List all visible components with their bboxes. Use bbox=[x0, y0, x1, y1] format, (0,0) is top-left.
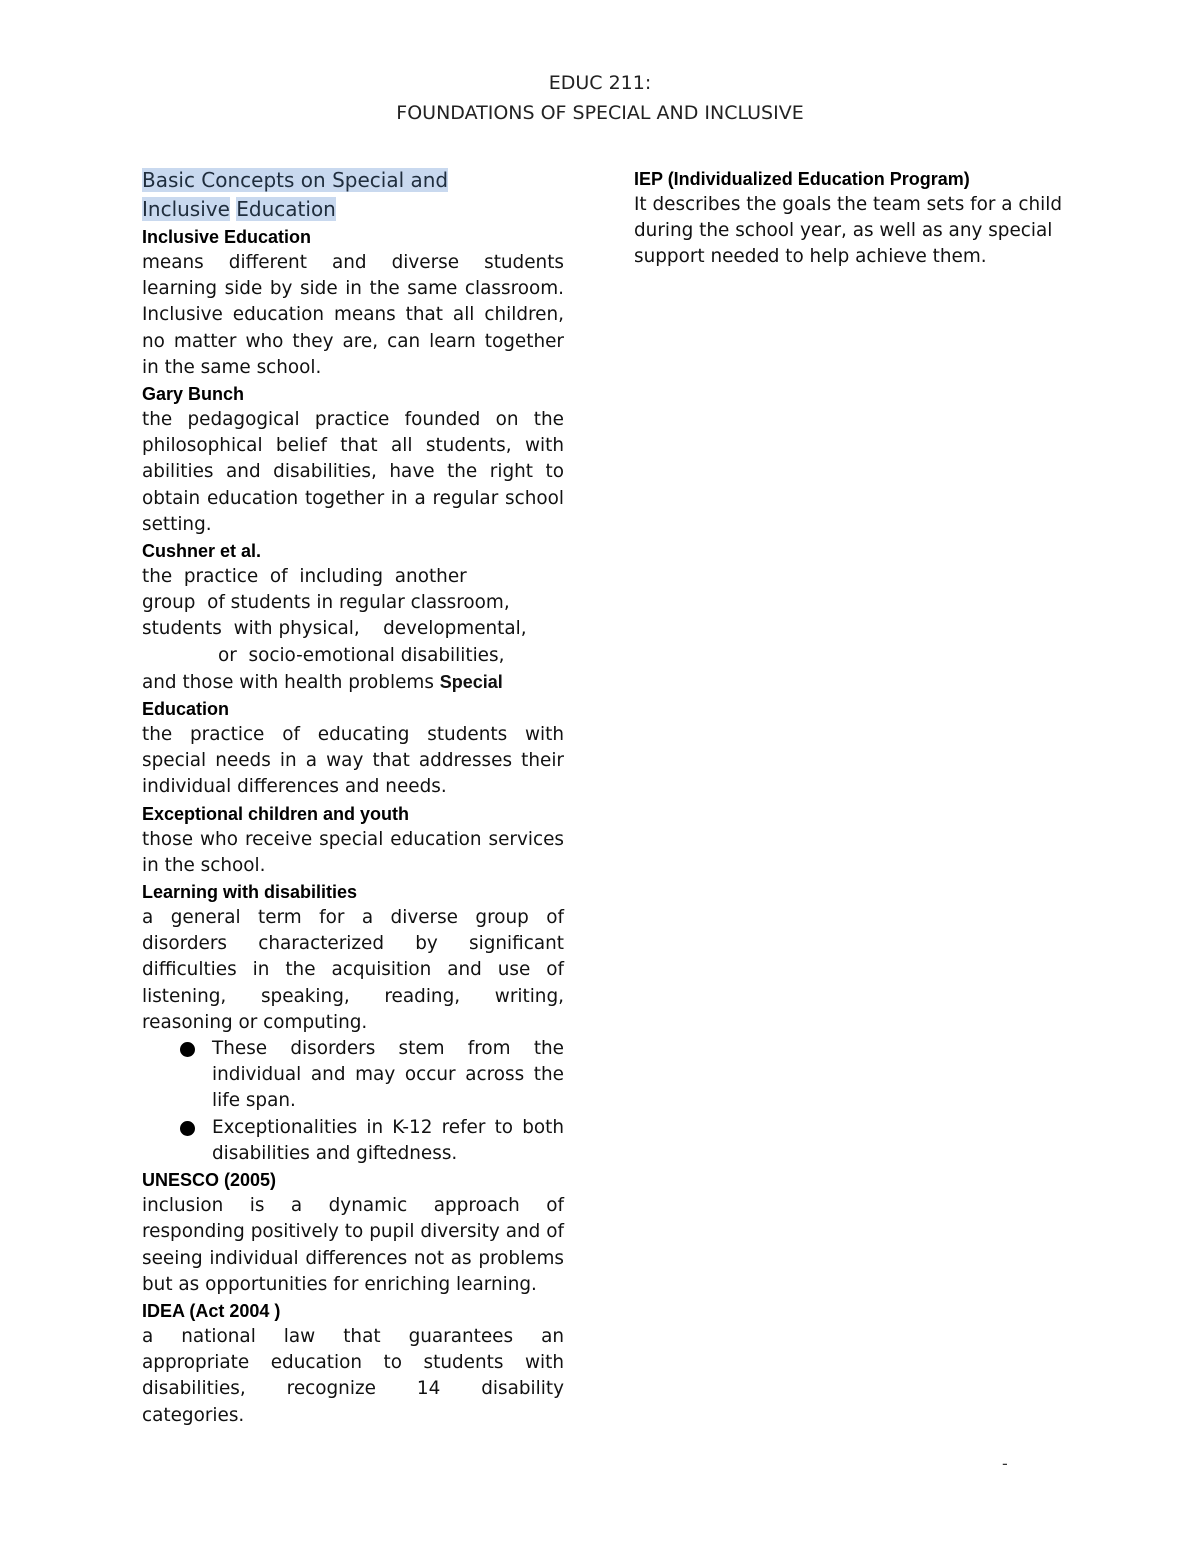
cushner-line: group of students in regular classroom, bbox=[142, 592, 510, 614]
definition-learning-disabilities: a general term for a diverse group of disorders characterized by significant difficulties in the acquisition and use of listening, speaking, reading, writing, reasoning or computing. bbox=[142, 907, 564, 1033]
term-learning-disabilities: Learning with disabilities bbox=[142, 882, 358, 903]
definition-unesco: inclusion is a dynamic approach of responding positively to pupil diversity and of seeing individual differences not as problems but as opportunities for enriching learning. bbox=[142, 1195, 564, 1295]
section-title-line-1: Basic Concepts on Special and bbox=[142, 168, 449, 192]
section-title-word-education: Education bbox=[236, 197, 336, 221]
term-exceptional-children: Exceptional children and youth bbox=[142, 803, 410, 824]
section-title bbox=[142, 166, 564, 224]
list-item bbox=[180, 1115, 564, 1167]
document-header bbox=[0, 68, 1200, 128]
term-special-education: Education bbox=[142, 699, 230, 720]
term-special-education-inline: Special bbox=[439, 671, 503, 692]
definition-exceptional-children: those who receive special education services in the school. bbox=[142, 828, 564, 876]
cushner-line: students with physical, developmental, bbox=[142, 618, 527, 640]
term-unesco: UNESCO (2005) bbox=[142, 1170, 277, 1191]
right-column bbox=[634, 166, 1094, 271]
term-idea: IDEA (Act 2004 ) bbox=[142, 1300, 281, 1321]
cushner-line: or socio-emotional disabilities, bbox=[142, 644, 505, 666]
term-iep: IEP (Individualized Education Program) bbox=[634, 169, 970, 189]
definition-cushner bbox=[142, 564, 564, 696]
course-code: EDUC 211: bbox=[548, 72, 652, 94]
cushner-line-text: and those with health problems bbox=[142, 671, 440, 693]
definition-gary-bunch: the pedagogical practice founded on the philosophical belief that all students, with abilities and disabilities, have the right to obtain education together in a regular school setting. bbox=[142, 409, 564, 535]
list-item bbox=[180, 1036, 564, 1115]
term-gary-bunch: Gary Bunch bbox=[142, 384, 245, 405]
page-footer-mark: - bbox=[1002, 1454, 1008, 1473]
list-item-text: These disorders stem from the individual and may occur across the life span. bbox=[212, 1038, 564, 1112]
definition-iep: It describes the goals the team sets for a child during the school year, as well as any special support needed to help achieve them. bbox=[634, 194, 1063, 268]
definition-idea: a national law that guarantees an appropriate education to students with disabilities, recognize 14 disability categories. bbox=[142, 1325, 564, 1426]
bullet-icon bbox=[180, 1042, 195, 1057]
cushner-line-last bbox=[142, 669, 564, 696]
course-title: FOUNDATIONS OF SPECIAL AND INCLUSIVE bbox=[396, 102, 804, 124]
list-item-text: Exceptionalities in K-12 refer to both disabilities and giftedness. bbox=[212, 1116, 564, 1164]
term-cushner: Cushner et al. bbox=[142, 541, 262, 562]
cushner-line: the practice of including another bbox=[142, 566, 467, 588]
term-inclusive-education: Inclusive Education bbox=[142, 227, 312, 247]
definition-inclusive-education: means different and diverse students learning side by side in the same classroom. Inclusive education means that all children, no matter who they are, can learn together in the same school. bbox=[142, 252, 564, 378]
bullet-list bbox=[142, 1036, 564, 1167]
left-column bbox=[142, 166, 564, 1429]
section-title-word-inclusive: Inclusive bbox=[142, 197, 230, 221]
bullet-icon bbox=[180, 1121, 195, 1136]
definition-special-education: the practice of educating students with special needs in a way that addresses their individual differences and needs. bbox=[142, 724, 564, 798]
